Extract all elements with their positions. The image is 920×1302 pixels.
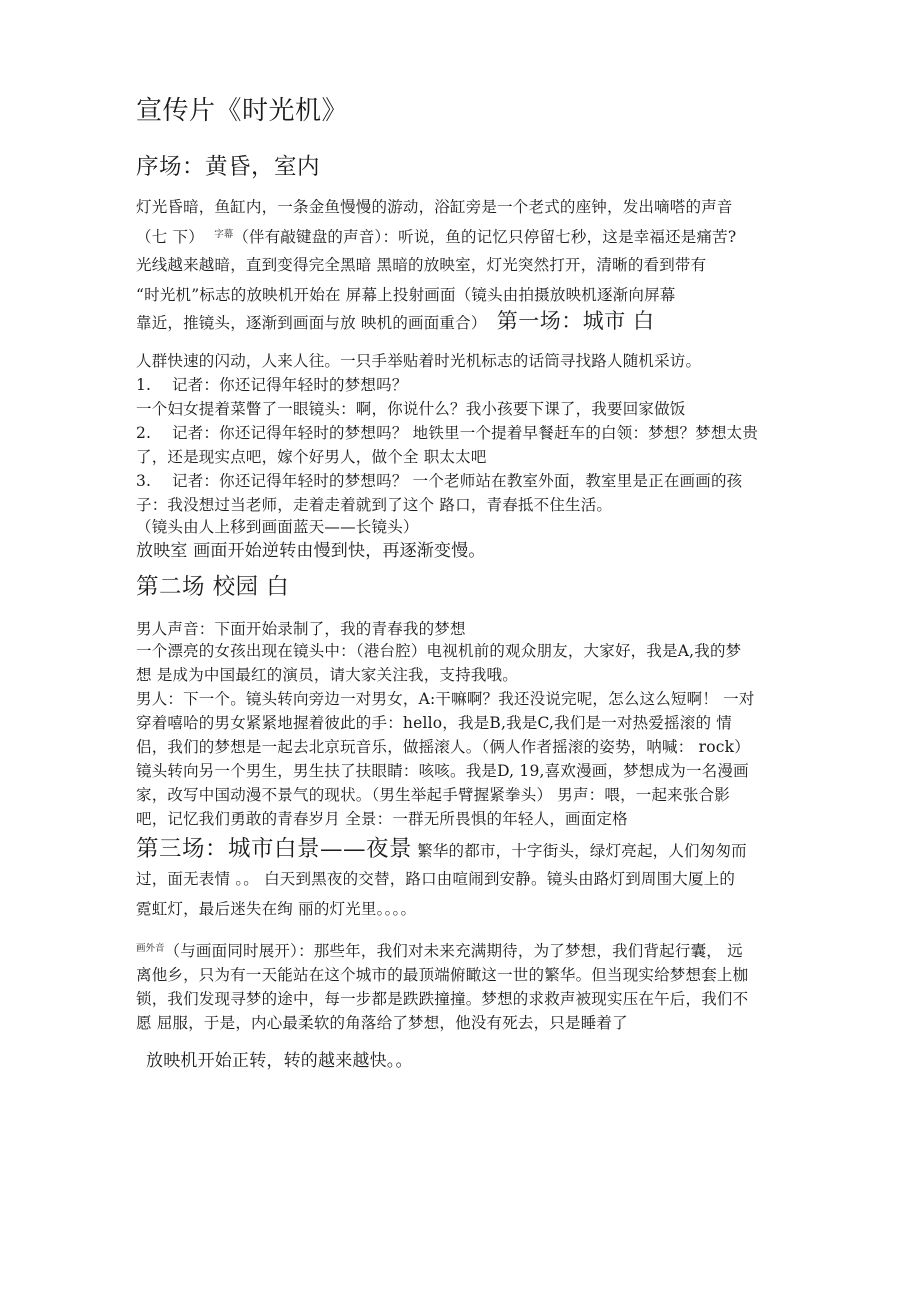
scene-2-line-4: 男人：下一个。镜头转向旁边一对男女，A:干嘛啊？我还没说完呢，怎么这么短啊！ 一对 <box>136 690 755 708</box>
scene-3-line-3: 霓虹灯，最后迷失在绚 丽的灯光里。。。。 <box>136 900 417 918</box>
scene-3-line-7: 愿 屈服，于是，内心最柔软的角落给了梦想，他没有死去，只是睡着了 <box>136 1014 628 1032</box>
scene-3-line-2: 过，面无表情 。。 白天到黑夜的交替，路口由喧闹到安静。镜头由路灯到周围大厦上的 <box>136 870 736 888</box>
scene-3-line-1-text: 繁华的都市，十字街头，绿灯亮起，人们匆匆而 <box>412 842 747 860</box>
scene-3-line-1 <box>136 834 786 864</box>
scene-3-line-4-text: （与画面同时展开）：那些年，我们对未来充满期待，为了梦想，我们背起行囊， 远 <box>164 942 743 960</box>
scene-3-line-4 <box>136 938 786 962</box>
para-1-line-3: 光线越来越暗，直到变得完全黑暗 黑暗的放映室，灯光突然打开，清晰的看到带有 <box>136 256 707 274</box>
subtitle-note: 字幕 <box>214 229 234 240</box>
scene-3-line-5: 离他乡，只为有一天能站在这个城市的最顶端俯瞰这一世的繁华。但当现实给梦想套上枷 <box>136 966 749 984</box>
voiceover-note: 画外音 <box>136 943 165 954</box>
para-1-line-4: “时光机”标志的放映机开始在 屏幕上投射画面（镜头由拍摄放映机逐渐向屏幕 <box>136 286 676 304</box>
scene-2-line-3: 想 是成为中国最红的演员，请大家关注我，支持我哦。 <box>136 666 518 684</box>
scene-1-line-2: 1. 记者：你还记得年轻时的梦想吗？ <box>136 376 408 394</box>
scene-2-line-6: 侣，我们的梦想是一起去北京玩音乐，做摇滚人。（俩人作者摇滚的姿势，呐喊： rock） <box>136 738 750 756</box>
scene-1-line-7: 子：我没想过当老师，走着走着就到了这个 路口，青春抵不住生活。 <box>136 496 613 514</box>
para-1-line-5 <box>136 310 786 334</box>
para-1-line-5-text: 靠近，推镜头，逐渐到画面与放 映机的画面重合） <box>136 314 487 332</box>
scene-2-heading: 第二场 校园 白 <box>136 574 290 600</box>
final-line: 放映机开始正转，转的越来越快。。 <box>146 1051 413 1071</box>
scene-1-line-9: 放映室 画面开始逆转由慢到快，再逐渐变慢。 <box>136 541 486 561</box>
scene-1-line-5: 了，还是现实点吧，嫁个好男人，做个全 职太太吧 <box>136 448 487 466</box>
scene-1-line-3: 一个妇女提着菜瞥了一眼镜头：啊，你说什么？我小孩要下课了，我要回家做饭 <box>136 400 686 418</box>
scene-2-line-8: 家，改写中国动漫不景气的现状。（男生举起手臂握紧拳头） 男声：喂，一起来张合影 <box>136 786 730 804</box>
scene-1-line-8: （镜头由人上移到画面蓝天——长镜头） <box>136 518 419 536</box>
scene-3-heading: 第三场：城市白景——夜景 <box>136 836 413 862</box>
scene-1-heading: 第一场：城市 白 <box>496 309 655 333</box>
scene-3-line-6: 锁，我们发现寻梦的途中，每一步都是跌跌撞撞。梦想的求救声被现实压在午后，我们不 <box>136 990 749 1008</box>
para-1-line-2 <box>136 224 786 248</box>
scene-2-line-7: 镜头转向另一个男生，男生扶了扶眼睛：咳咳。我是D, 19,喜欢漫画，梦想成为一名漫画 <box>136 762 749 780</box>
para-1-line-2a: （七 下） <box>136 228 204 246</box>
scene-2-line-1: 男人声音：下面开始录制了，我的青春我的梦想 <box>136 620 466 638</box>
para-1-line-2b: （伴有敲键盘的声音）：听说，鱼的记忆只停留七秒，这是幸福还是痛苦? <box>233 228 737 246</box>
scene-1-line-4: 2. 记者：你还记得年轻时的梦想吗？ 地铁里一个提着早餐赶车的白领：梦想？梦想太贵 <box>136 424 759 442</box>
scene-1-line-1: 人群快速的闪动，人来人往。一只手举贴着时光机标志的话筒寻找路人随机采访。 <box>136 352 702 370</box>
scene-2-line-5: 穿着嘻哈的男女紧紧地握着彼此的手：hello，我是B,我是C,我们是一对热爱摇滚的 情 <box>136 714 732 732</box>
para-1-line-1: 灯光昏暗，鱼缸内，一条金鱼慢慢的游动，浴缸旁是一个老式的座钟，发出嘀嗒的声音 <box>136 198 733 216</box>
scene-0-heading: 序场：黄昏，室内 <box>136 154 321 180</box>
scene-1-line-6: 3. 记者：你还记得年轻时的梦想吗？ 一个老师站在教室外面，教室里是正在画画的孩 <box>136 472 743 490</box>
scene-2-line-2: 一个漂亮的女孩出现在镜头中：（港台腔）电视机前的观众朋友，大家好，我是A,我的梦 <box>136 642 742 660</box>
scene-2-line-9: 吧，记忆我们勇敢的青春岁月 全景：一群无所畏惧的年轻人，画面定格 <box>136 810 628 828</box>
document-title: 宣传片《时光机》 <box>136 96 349 126</box>
